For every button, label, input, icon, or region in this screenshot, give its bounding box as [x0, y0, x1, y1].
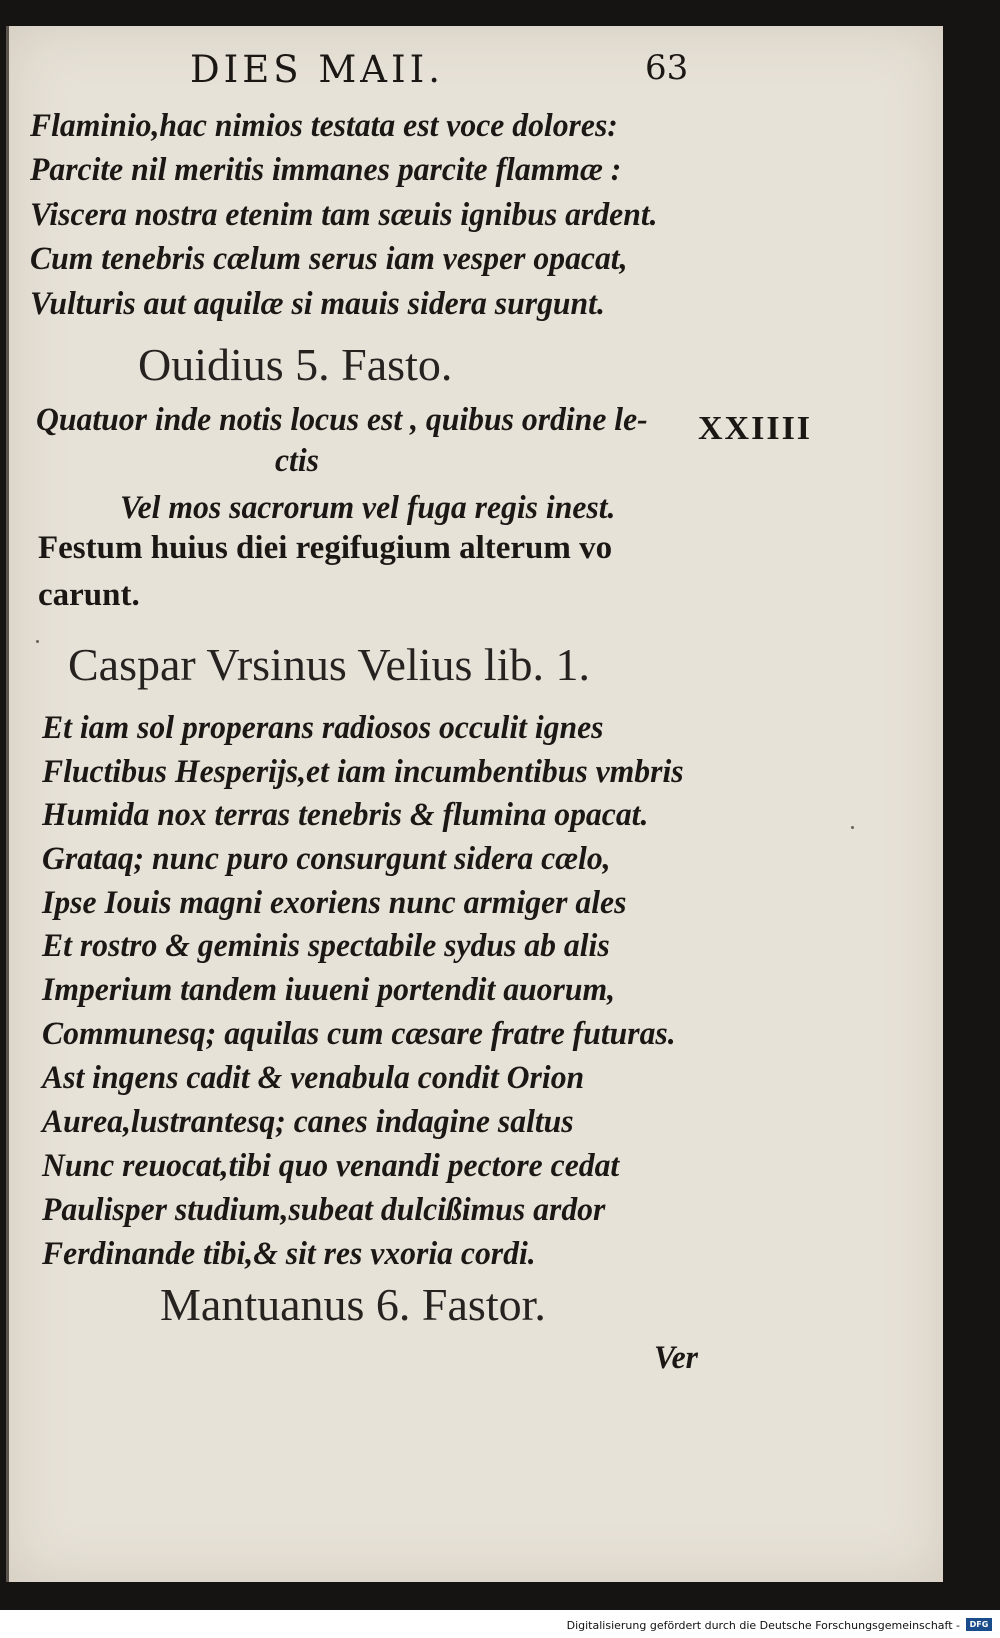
verse-line: Humida nox terras tenebris & flumina opacat.	[42, 797, 649, 833]
dfg-logo: DFG	[966, 1618, 992, 1631]
verse-line: Parcite nil meritis immanes parcite flammæ :	[30, 152, 622, 188]
verse-line: Cum tenebris cælum serus iam vesper opacat,	[30, 241, 628, 277]
ink-spot	[36, 640, 39, 643]
verse-line: Grataq; nunc puro consurgunt sidera cælo,	[42, 841, 611, 877]
verse-line: Vel mos sacrorum vel fuga regis inest.	[120, 490, 616, 526]
verse-line: Nunc reuocat,tibi quo venandi pectore cedat	[42, 1148, 620, 1184]
page-number: 63	[645, 48, 689, 88]
verse-line: Ast ingens cadit & venabula condit Orion	[42, 1060, 585, 1096]
section-heading-mantuan: Mantuanus 6. Fastor.	[160, 1279, 546, 1330]
verse-line-continuation: ctis	[275, 443, 319, 479]
verse-line: Paulisper studium,subeat dulcißimus ardor	[42, 1192, 606, 1228]
funding-credit: Digitalisierung gefördert durch die Deutsche Forschungsgemeinschaft -	[566, 1619, 960, 1632]
prose-line: carunt.	[38, 577, 140, 613]
ink-spot	[851, 826, 854, 829]
verse-line: Imperium tandem iuueni portendit auorum,	[42, 972, 616, 1008]
verse-line: Fluctibus Hesperijs,et iam incumbentibus vmbris	[42, 754, 684, 790]
verse-line: Flaminio,hac nimios testata est voce dolores:	[30, 108, 618, 144]
verse-line: Viscera nostra etenim tam sæuis ignibus ardent.	[30, 197, 658, 233]
running-head: DIES MAII.	[190, 48, 444, 91]
margin-numeral: XXIIII	[698, 410, 813, 447]
prose-line: Festum huius diei regifugium alterum vo	[38, 530, 613, 566]
section-heading-caspar: Caspar Vrsinus Velius lib. 1.	[68, 639, 590, 690]
verse-line: Quatuor inde notis locus est , quibus ordine le-	[36, 402, 648, 438]
verse-line: Aurea,lustrantesq; canes indagine saltus	[42, 1104, 574, 1140]
verse-line: Vulturis aut aquilæ si mauis sidera surgunt.	[30, 286, 605, 322]
section-heading-ovid: Ouidius 5. Fasto.	[138, 339, 453, 390]
verse-line: Et rostro & geminis spectabile sydus ab alis	[42, 928, 610, 964]
verse-line: Communesq; aquilas cum cæsare fratre futuras.	[42, 1016, 676, 1052]
catchword: Ver	[654, 1340, 699, 1376]
footer-bar	[0, 1610, 1000, 1638]
verse-line: Et iam sol properans radiosos occulit ignes	[42, 710, 604, 746]
verse-line: Ipse Iouis magni exoriens nunc armiger ales	[42, 885, 627, 921]
verse-line: Ferdinande tibi,& sit res vxoria cordi.	[42, 1236, 536, 1272]
